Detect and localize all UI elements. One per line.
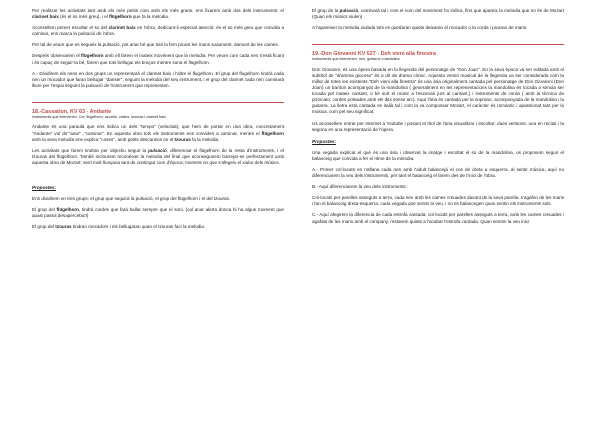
paragraph: Les activitats que farem tindran per objectiu seguir la pulsació, diferenciar el flügelhorn de la resta d'instruments, i el tzouras del flügelhorn. També inclourem reconèixer la melodia del final que aconseguirem barrejar-se perfectament amb aquesta obra de Mozart: sent molt llunyana tant de contingut com d'època; moment on que s'afegeix el xiular dels músics. <box>32 147 284 165</box>
emphasis-term: pulsació <box>148 147 167 153</box>
paragraph: Don Giovanni, és una ópera basada en la llegenda del personatge de "Don Joan". En la seva època va ser editada amb el subtítol de "dramma giocoso" és a dir de drama còmic. Aquesta versió musical de la llegenda va ser considerada com la millor de totes les existents."Deh vieni alla finestra" és una ària originalment cantada pel personatge de Don Giovanni (Don Joan) un baríton acompanyat de la mandolina ( generalment en les representacions la mandolina és tocada o simula ser tocada pel mateix cantant, o bé surt el músic a l'escenari junt al cantant,) i instruments de corda ( amb la tècnica de pizzicato: cordes polsades amb els dits sense arc). Aquí l'ària és cantada per la soprano, acompanyada de la mandolina i la guitarra. La lletra està cantada en italià tal i com la va compossar Mozart, el caràcter és romàntic i apassionat tant per la música, com pel seu significat. <box>312 66 564 115</box>
paragraph: Us aconsellem entrar per Internet a Youtube i posant el títol de l'ària visualitzar i escoltar; dues versions: una en recital i la segona en una representació de l'ópera. <box>312 120 564 132</box>
left-intro <box>32 8 284 89</box>
right-column <box>312 0 564 230</box>
emphasis-term: tzouras <box>55 224 72 230</box>
section-19-rule <box>312 44 564 45</box>
paragraph: Aconsellem primer escoltar el so del clarinet baix en l'obra, dedicant-li especial atenció: és el so més greu que convida a caminar, ens marca la pulsació de l'obra. <box>32 25 285 37</box>
paragraph: Després observarem el flügelhorn amb ell farem el mateix moviment que la melodia. Per veure com cada nen s'està ficant i és capaç de seguir-la bé, farem que tots bellugui els braços mentre sona el flügelhorn. <box>32 53 284 65</box>
paragraph: A.- Primer col·locats en rotllana cada nen amb l'adult balancejà el cos de dreta a esquerra, al sentir música, aquí no diferenciarem la veu dels instruments, per tant el balanceig el farem des de l'inici de l'obra. <box>312 167 564 179</box>
paragraph: Per tal de veure que es segueix la pulsació, pot anar bé que tots la fem picant les mans suaument, damunt de les cames. <box>32 42 279 48</box>
paragraph: C.- Aquí afegirem la diferencia de cada estrofa cantada: col·locats per parelles asseguts a terra, amb les cames creuades i agafats de les mans amb el company, restarem quiets a l'acabar l'estrofa cantada. Quan sentim la veu inici <box>312 212 564 224</box>
right-intro <box>312 8 564 31</box>
right-proposals <box>312 150 564 225</box>
right-mid <box>312 67 564 133</box>
emphasis-term: flügelhorn <box>109 14 132 20</box>
paragraph: El grup del flügelhorn, tindrà cordes que farà ballar sempre que el soni, (cal anar alerta donca hi ha algun moment que quasi passa desapercebut!) <box>32 207 284 219</box>
emphasis-term: flügelhorn <box>261 130 284 136</box>
left-mid <box>32 124 284 166</box>
paragraph: Andante és una paraula que ens indica un dels "tempo" (velocitat), que hem de portar en una obra, concretament "Andante" vol dir:"anar" ,"caminar". En aquesta obra tots els instruments ens conviden a caminar, mentre el flügelhorn amb la seva melodia ens explica "coses", amb petits descansos on el tzouras fa la melodia. <box>32 124 284 142</box>
emphasis-term: flügelhorn <box>81 53 104 59</box>
section-19-title: 19.-Don Giovanni KV 527 - Deh vieni alla finestra <box>312 51 437 58</box>
paragraph: Una vegada explicat el què és una ària i observat la imatge i escoltat el so de la mandolina, us proposem seguir el balanceig que convida a fer el ritme de la melodia. <box>312 149 564 161</box>
left-column <box>32 0 284 235</box>
paragraph: Col·locats per parelles asseguts a terra, cada nen amb les cames creuades davant de la seva parella, s'agafen de les mans i fan el balanceig dreta-esquerra, cada vegada que sentin la veu, i no es balancegen quan sentin els instruments sols. <box>312 195 564 207</box>
emphasis-term: clarinet baix <box>108 25 136 31</box>
paragraph: A l'apareixer la melodia xiulada tots es quedaran quiets deixaran el mocador o la corda i picaran de mans. <box>312 25 528 31</box>
paragraph: El grup de la pulsació, caminarà tal i com el nom del moviment ho indica, fins que apareix la melodia que no és de Mozart (Quan els músics xiulen) <box>312 8 564 20</box>
section-19-subtitle: Instruments que intervenen: Veu, guitarra i mandolina <box>312 57 400 62</box>
emphasis-term: pulsació <box>339 8 359 13</box>
paragraph: B.- Aquí diferenciarem la veu dels instruments : <box>312 184 409 190</box>
section-18-title: 18.-Cassation, KV 63 - Andante <box>32 108 112 115</box>
emphasis-term: tzouras <box>174 136 191 142</box>
emphasis-term: flügelhorn <box>56 207 79 213</box>
emphasis-term: clarinet baix <box>32 14 59 20</box>
paragraph: Ens dividirem en tres grups: el grup que seguirà la pulsació, el grup del flügelhorn i el del tzouras. <box>32 196 231 202</box>
left-proposals <box>32 196 284 230</box>
paragraph: A.- Dividirem els nens en dos grups un representarà el clarinet baix i l'altre el flugelhorn. El grup del flugelhorn tindrà cada nen un mocador que faran bellugar "danser", seguint la melodia del seu instrument, i el grup del clarinet cada nen caminarà lliure per l'espai seguint la pulsació de l'instrument que representen. <box>32 70 284 88</box>
paragraph: El grup del tzouras tindran mocadors i els bellugaran quan el tzouras faci la melodia. <box>32 224 206 230</box>
paragraph: Per realitzar les activitats tant amb els més petits com amb els més grans, ens fixarem amb dos dels instruments: el clarinet baix (és el so més greu), i el flügelhorn que fa la melodia. <box>32 8 284 20</box>
section-18-rule <box>32 102 284 103</box>
right-proposals-title: Propostes: <box>312 138 336 144</box>
left-proposals-title: Propostes: <box>32 185 56 190</box>
section-18-subtitle: Instruments que intervenen: Cor, flügelhorn, acordió, violins, tzouras i clarinet baix <box>32 114 166 119</box>
